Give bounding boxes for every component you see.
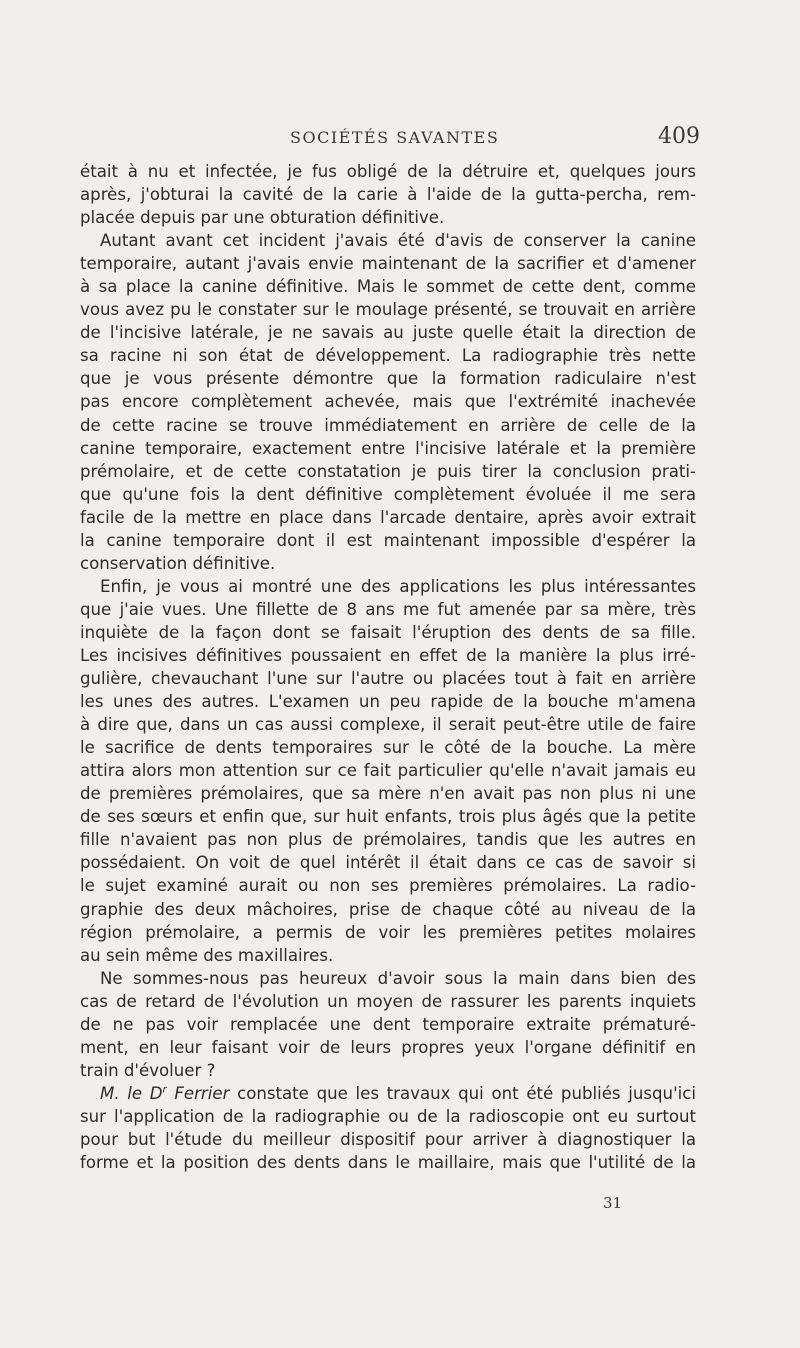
paragraph	[80, 229, 696, 575]
text-line: fille n'avaient pas non plus de prémolaires, tandis que les autres en	[80, 830, 696, 850]
text-line: facile de la mettre en place dans l'arcade dentaire, après avoir extrait	[80, 507, 696, 527]
text-line: Autant avant cet incident j'avais été d'avis de conserver la canine	[100, 231, 696, 251]
body-text	[80, 160, 696, 1174]
text-line: cas de retard de l'évolution un moyen de rassurer les parents inquiets	[80, 991, 696, 1011]
speaker-prefix: M. le D	[100, 1083, 163, 1103]
text-line: au sein même des maxillaires.	[80, 945, 334, 965]
text-segment: constate que les travaux qui ont été publiés jusqu'ici	[229, 1083, 696, 1103]
text-line: sur l'application de la radiographie ou de la radioscopie ont eu surtout	[80, 1106, 696, 1126]
text-line: Les incisives définitives poussaient en effet de la manière la plus irré-	[80, 645, 696, 665]
text-line: inquiète de la façon dont se faisait l'éruption des dents de sa fille.	[80, 622, 696, 642]
text-line: de ne pas voir remplacée une dent temporaire extraite prématuré-	[80, 1014, 696, 1034]
speaker-name	[100, 1084, 229, 1103]
running-title: SOCIÉTÉS SAVANTES	[290, 128, 500, 147]
text-line: que qu'une fois la dent définitive complètement évoluée il me sera	[80, 484, 696, 504]
text-line: de l'incisive latérale, je ne savais au juste quelle était la direction de	[80, 323, 696, 343]
page-header	[80, 124, 700, 154]
text-line: de ses sœurs et enfin que, sur huit enfants, trois plus âgés que la petite	[80, 807, 696, 827]
text-line: gulière, chevauchant l'une sur l'autre ou placées tout à fait en arrière	[80, 669, 696, 689]
text-line: canine temporaire, exactement entre l'incisive latérale et la première	[80, 438, 696, 458]
speaker-title-superscript: r	[162, 1084, 167, 1096]
text-line: de premières prémolaires, que sa mère n'en avait pas non plus ni une	[80, 784, 696, 804]
text-line: le sacrifice de dents temporaires sur le côté de la bouche. La mère	[80, 738, 696, 758]
paragraph	[80, 1082, 696, 1174]
text-line: ment, en leur faisant voir de leurs propres yeux l'organe définitif en	[80, 1037, 696, 1057]
text-line: le sujet examiné aurait ou non ses premières prémolaires. La radio-	[80, 876, 696, 896]
text-line: pas encore complètement achevée, mais que l'extrémité inachevée	[80, 392, 696, 412]
text-line: possédaient. On voit de quel intérêt il était dans ce cas de savoir si	[80, 853, 696, 873]
text-line: Ne sommes-nous pas heureux d'avoir sous la main dans bien des	[100, 968, 696, 988]
text-line: à dire que, dans un cas aussi complexe, il serait peut-être utile de faire	[80, 715, 696, 735]
printer-signature: 31	[603, 1194, 623, 1212]
text-line: attira alors mon attention sur ce fait particulier qu'elle n'avait jamais eu	[80, 761, 696, 781]
paragraph	[80, 967, 696, 1082]
text-line: à sa place la canine définitive. Mais le sommet de cette dent, comme	[80, 277, 696, 297]
text-line	[80, 1082, 696, 1105]
text-line: que je vous présente démontre que la formation radiculaire n'est	[80, 369, 696, 389]
text-line: région prémolaire, a permis de voir les premières petites molaires	[80, 922, 696, 942]
speaker-surname: Ferrier	[166, 1083, 230, 1103]
text-line: temporaire, autant j'avais envie maintenant de la sacrifier et d'amener	[80, 254, 696, 274]
text-line: les unes des autres. L'examen un peu rapide de la bouche m'amena	[80, 692, 696, 712]
text-line: après, j'obturai la cavité de la carie à l'aide de la gutta-percha, rem-	[80, 185, 696, 205]
text-line: la canine temporaire dont il est maintenant impossible d'espérer la	[80, 530, 696, 550]
text-line: graphie des deux mâchoires, prise de chaque côté au niveau de la	[80, 899, 696, 919]
text-line: sa racine ni son état de développement. La radiographie très nette	[80, 346, 696, 366]
text-line: prémolaire, et de cette constatation je puis tirer la conclusion prati-	[80, 461, 696, 481]
text-line: vous avez pu le constater sur le moulage présenté, se trouvait en arrière	[80, 300, 696, 320]
text-line: pour but l'étude du meilleur dispositif pour arriver à diagnostiquer la	[80, 1129, 696, 1149]
paragraph	[80, 575, 696, 967]
text-line: de cette racine se trouve immédiatement en arrière de celle de la	[80, 415, 696, 435]
text-line: était à nu et infectée, je fus obligé de la détruire et, quelques jours	[80, 162, 696, 181]
text-line: Enfin, je vous ai montré une des applications les plus intéressantes	[100, 576, 696, 596]
text-line: placée depuis par une obturation définitive.	[80, 208, 445, 228]
text-line: forme et la position des dents dans le maillaire, mais que l'utilité de la	[80, 1153, 696, 1173]
paragraph	[80, 160, 696, 229]
page-number: 409	[658, 124, 700, 149]
text-line: que j'aie vues. Une fillette de 8 ans me fut amenée par sa mère, très	[80, 599, 696, 619]
text-line: train d'évoluer ?	[80, 1060, 216, 1080]
text-line: conservation définitive.	[80, 553, 276, 573]
